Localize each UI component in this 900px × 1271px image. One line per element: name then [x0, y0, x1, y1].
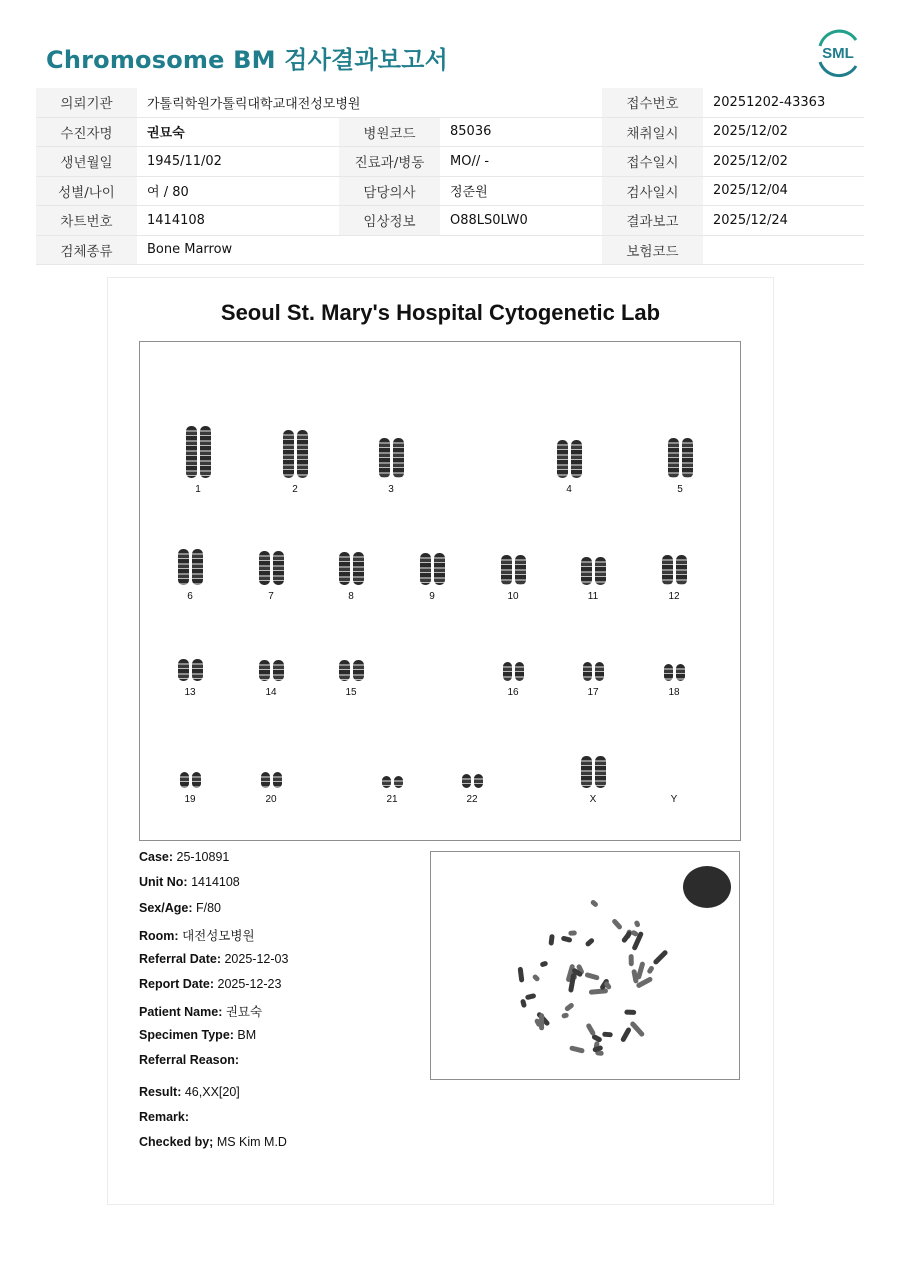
unit-no-line: [139, 875, 240, 889]
chromatid: [515, 555, 526, 585]
chromatid: [583, 662, 592, 681]
chromatid: [595, 756, 606, 788]
chromatid: [474, 774, 483, 788]
chromatid: [571, 440, 582, 478]
chromosome-14: [241, 660, 301, 698]
chromosome-label: 9: [429, 591, 435, 602]
info-row: [36, 88, 864, 117]
info-row: [36, 176, 864, 206]
unit-no-value: 1414108: [191, 875, 240, 889]
checked-by-value: MS Kim M.D: [216, 1135, 287, 1149]
chromatid: [581, 756, 592, 788]
chromatid: [273, 660, 284, 681]
report-date-label: Report Date:: [139, 977, 215, 991]
chromatid: [180, 772, 189, 788]
patient-name-value: 권묘숙: [225, 1005, 263, 1019]
value-doctor: 정준원: [440, 176, 602, 206]
value-clinical-info: O88LS0LW0: [440, 206, 602, 236]
result-label: Result:: [139, 1085, 182, 1099]
chromatid: [259, 660, 270, 681]
metaphase-chromosome: [629, 1021, 645, 1038]
metaphase-chromosome: [561, 935, 573, 943]
info-row: [36, 206, 864, 236]
chromosome-label: 6: [187, 591, 193, 602]
chromatid: [261, 772, 270, 788]
chromatid: [192, 549, 203, 585]
chromatid: [581, 557, 592, 585]
lab-title: Seoul St. Mary's Hospital Cytogenetic Lab: [220, 300, 661, 325]
metaphase-chromosome: [568, 930, 577, 935]
cytogenetic-report: [107, 277, 774, 1205]
metaphase-chromosome: [564, 1002, 575, 1012]
metaphase-chromosome: [589, 988, 608, 995]
info-row: [36, 117, 864, 147]
chromosome-label: 2: [292, 484, 298, 495]
chromosome-9: [402, 553, 462, 602]
chromosome-18: [644, 664, 704, 698]
value-insurance-code: [703, 235, 864, 265]
chromatid: [557, 440, 568, 478]
referral-date-value: 2025-12-03: [224, 952, 289, 966]
chromatid: [186, 426, 197, 478]
metaphase-chromosome: [629, 954, 634, 966]
chromosome-5: [650, 438, 710, 495]
metaphase-image: [430, 851, 740, 1080]
metaphase-chromosome: [584, 972, 600, 981]
room-line: [139, 926, 255, 944]
value-birth-date: 1945/11/02: [137, 147, 339, 177]
info-row: [36, 147, 864, 177]
chromatid: [503, 662, 512, 681]
chromosome-19: [160, 772, 220, 805]
value-chart-no: 1414108: [137, 206, 339, 236]
label-receipt-no: 접수번호: [602, 88, 703, 117]
chromatid: [382, 776, 391, 788]
logo-text: SML: [822, 45, 854, 62]
chromosome-17: [563, 662, 623, 698]
metaphase-chromosome: [569, 1045, 585, 1054]
result-value: 46,XX[20]: [184, 1085, 240, 1099]
sml-logo: [812, 26, 864, 78]
label-test-date: 검사일시: [602, 176, 703, 206]
patient-name-line: [139, 1002, 262, 1020]
chromosome-label: 8: [348, 591, 354, 602]
value-department: MO// -: [440, 147, 602, 177]
specimen-type-label: Specimen Type:: [139, 1028, 234, 1042]
room-value: 대전성모병원: [182, 929, 255, 943]
referral-date-line: [139, 952, 288, 966]
chromatid: [273, 772, 282, 788]
sex-age-value: F/80: [195, 901, 221, 915]
metaphase-chromosome: [520, 999, 527, 1009]
metaphase-chromosome: [548, 934, 554, 946]
chromatid: [676, 664, 685, 681]
karyogram: [139, 341, 741, 841]
metaphase-chromosome: [646, 965, 655, 975]
chromatid: [200, 426, 211, 478]
chromosome-20: [241, 772, 301, 805]
chromatid: [515, 662, 524, 681]
value-hospital-code: 85036: [440, 117, 602, 147]
chromosome-7: [241, 551, 301, 602]
value-receipt-no: 20251202-43363: [703, 88, 864, 117]
report-title: Chromosome BM 검사결과보고서: [46, 46, 448, 74]
chromatid: [434, 553, 445, 585]
value-report-date: 2025/12/24: [703, 206, 864, 236]
chromosome-label: 19: [184, 794, 196, 805]
chromosome-22: [442, 774, 502, 805]
label-chart-no: 차트번호: [36, 206, 137, 236]
chromosome-label: 1: [195, 484, 201, 495]
label-doctor: 담당의사: [339, 176, 440, 206]
referral-reason-line: [139, 1053, 239, 1067]
case-line: [139, 850, 229, 864]
value-test-date: 2025/12/04: [703, 176, 864, 206]
value-receipt-date: 2025/12/02: [703, 147, 864, 177]
chromatid: [283, 430, 294, 478]
value-sex-age: 여 / 80: [137, 176, 339, 206]
chromatid: [676, 555, 687, 585]
chromosome-label: 12: [668, 591, 680, 602]
report-date-value: 2025-12-23: [217, 977, 282, 991]
unit-no-label: Unit No:: [139, 875, 188, 889]
chromatid: [668, 438, 679, 478]
chromosome-X: [563, 756, 623, 805]
chromosome-label: 14: [265, 687, 277, 698]
chromatid: [682, 438, 693, 478]
value-patient-name: 권묘숙: [137, 117, 339, 147]
label-institution: 의뢰기관: [36, 88, 137, 117]
chromosome-label: 18: [668, 687, 680, 698]
chromosome-label: 15: [345, 687, 357, 698]
chromosome-16: [483, 662, 543, 698]
chromatid: [420, 553, 431, 585]
metaphase-chromosome: [518, 967, 525, 983]
referral-date-label: Referral Date:: [139, 952, 221, 966]
chromosome-label: Y: [670, 794, 678, 805]
label-sex-age: 성별/나이: [36, 176, 137, 206]
metaphase-chromosome: [624, 1010, 636, 1015]
metaphase-chromosome: [540, 960, 549, 967]
chromatid: [664, 664, 673, 681]
chromatid: [178, 659, 189, 681]
referral-reason-label: Referral Reason:: [139, 1053, 240, 1067]
specimen-type-line: [139, 1028, 256, 1042]
chromosome-6: [160, 549, 220, 602]
chromatid: [259, 551, 270, 585]
chromosome-Y: [644, 788, 704, 805]
chromosome-3: [361, 438, 421, 495]
chromosome-label: 21: [386, 794, 398, 805]
chromatid: [192, 772, 201, 788]
label-clinical-info: 임상정보: [339, 206, 440, 236]
metaphase-chromosome: [602, 1032, 613, 1038]
chromosome-label: 11: [587, 591, 599, 602]
label-receipt-date: 접수일시: [602, 147, 703, 177]
chromosome-label: 22: [466, 794, 478, 805]
chromatid: [462, 774, 471, 788]
sex-age-label: Sex/Age:: [139, 901, 193, 915]
metaphase-chromosome: [634, 920, 641, 928]
patient-info-table: [36, 88, 864, 265]
chromatid: [339, 552, 350, 585]
chromatid: [192, 659, 203, 681]
label-collection-date: 채취일시: [602, 117, 703, 147]
metaphase-chromosome: [652, 949, 668, 965]
chromatid: [297, 430, 308, 478]
chromosome-13: [160, 659, 220, 698]
value-collection-date: 2025/12/02: [703, 117, 864, 147]
label-patient-name: 수진자명: [36, 117, 137, 147]
case-label: Case:: [139, 850, 174, 864]
chromosome-12: [644, 555, 704, 602]
chromatid: [353, 552, 364, 585]
chromosome-label: 17: [587, 687, 599, 698]
chromosome-1: [168, 426, 228, 495]
chromatid: [595, 662, 604, 681]
chromatid: [393, 438, 404, 478]
metaphase-chromosome: [611, 918, 623, 930]
remark-label: Remark:: [139, 1110, 190, 1124]
chromosome-label: 4: [566, 484, 572, 495]
label-report-date: 결과보고: [602, 206, 703, 236]
chromatid: [178, 549, 189, 585]
chromatid: [662, 555, 673, 585]
chromosome-label: 20: [265, 794, 277, 805]
metaphase-chromosome: [585, 1023, 596, 1037]
checked-by-line: [139, 1135, 287, 1149]
chromosome-label: X: [589, 794, 597, 805]
value-institution: 가톨릭학원가톨릭대학교대전성모병원: [137, 88, 602, 117]
case-value: 25-10891: [176, 850, 230, 864]
metaphase-chromosome: [590, 899, 599, 908]
chromosome-21: [362, 776, 422, 805]
label-department: 진료과/병동: [339, 147, 440, 177]
chromatid: [595, 557, 606, 585]
checked-by-label: Checked by;: [139, 1135, 214, 1149]
chromosome-label: 3: [388, 484, 394, 495]
chromosome-label: 13: [184, 687, 196, 698]
chromatid: [353, 660, 364, 681]
chromatid: [339, 660, 350, 681]
metaphase-chromosome: [636, 961, 646, 980]
chromosome-2: [265, 430, 325, 495]
label-specimen: 검체종류: [36, 235, 137, 265]
metaphase-chromosome: [584, 937, 595, 947]
chromatid: [379, 438, 390, 478]
metaphase-chromosome: [525, 993, 537, 1000]
label-insurance-code: 보험코드: [602, 235, 703, 265]
sex-age-line: [139, 901, 221, 915]
chromosome-label: 7: [268, 591, 274, 602]
label-hospital-code: 병원코드: [339, 117, 440, 147]
metaphase-chromosome: [561, 1012, 569, 1018]
chromosome-4: [539, 440, 599, 495]
chromosome-label: 5: [677, 484, 683, 495]
chromatid: [501, 555, 512, 585]
info-row: [36, 235, 864, 265]
specimen-type-value: BM: [237, 1028, 257, 1042]
chromosome-label: 10: [507, 591, 519, 602]
chromosome-8: [321, 552, 381, 602]
remark-line: [139, 1110, 189, 1124]
chromosome-label: 16: [507, 687, 519, 698]
chromatid: [394, 776, 403, 788]
chromosome-15: [321, 660, 381, 698]
value-specimen: Bone Marrow: [137, 235, 602, 265]
chromosome-11: [563, 557, 623, 602]
metaphase-chromosome: [620, 1027, 632, 1043]
room-label: Room:: [139, 929, 179, 943]
label-birth-date: 생년월일: [36, 147, 137, 177]
chromatid: [273, 551, 284, 585]
result-line: [139, 1085, 240, 1099]
report-date-line: [139, 977, 281, 991]
metaphase-chromosome: [532, 973, 541, 982]
chromosome-10: [483, 555, 543, 602]
interphase-nucleus: [683, 866, 731, 908]
patient-name-label: Patient Name:: [139, 1005, 223, 1019]
